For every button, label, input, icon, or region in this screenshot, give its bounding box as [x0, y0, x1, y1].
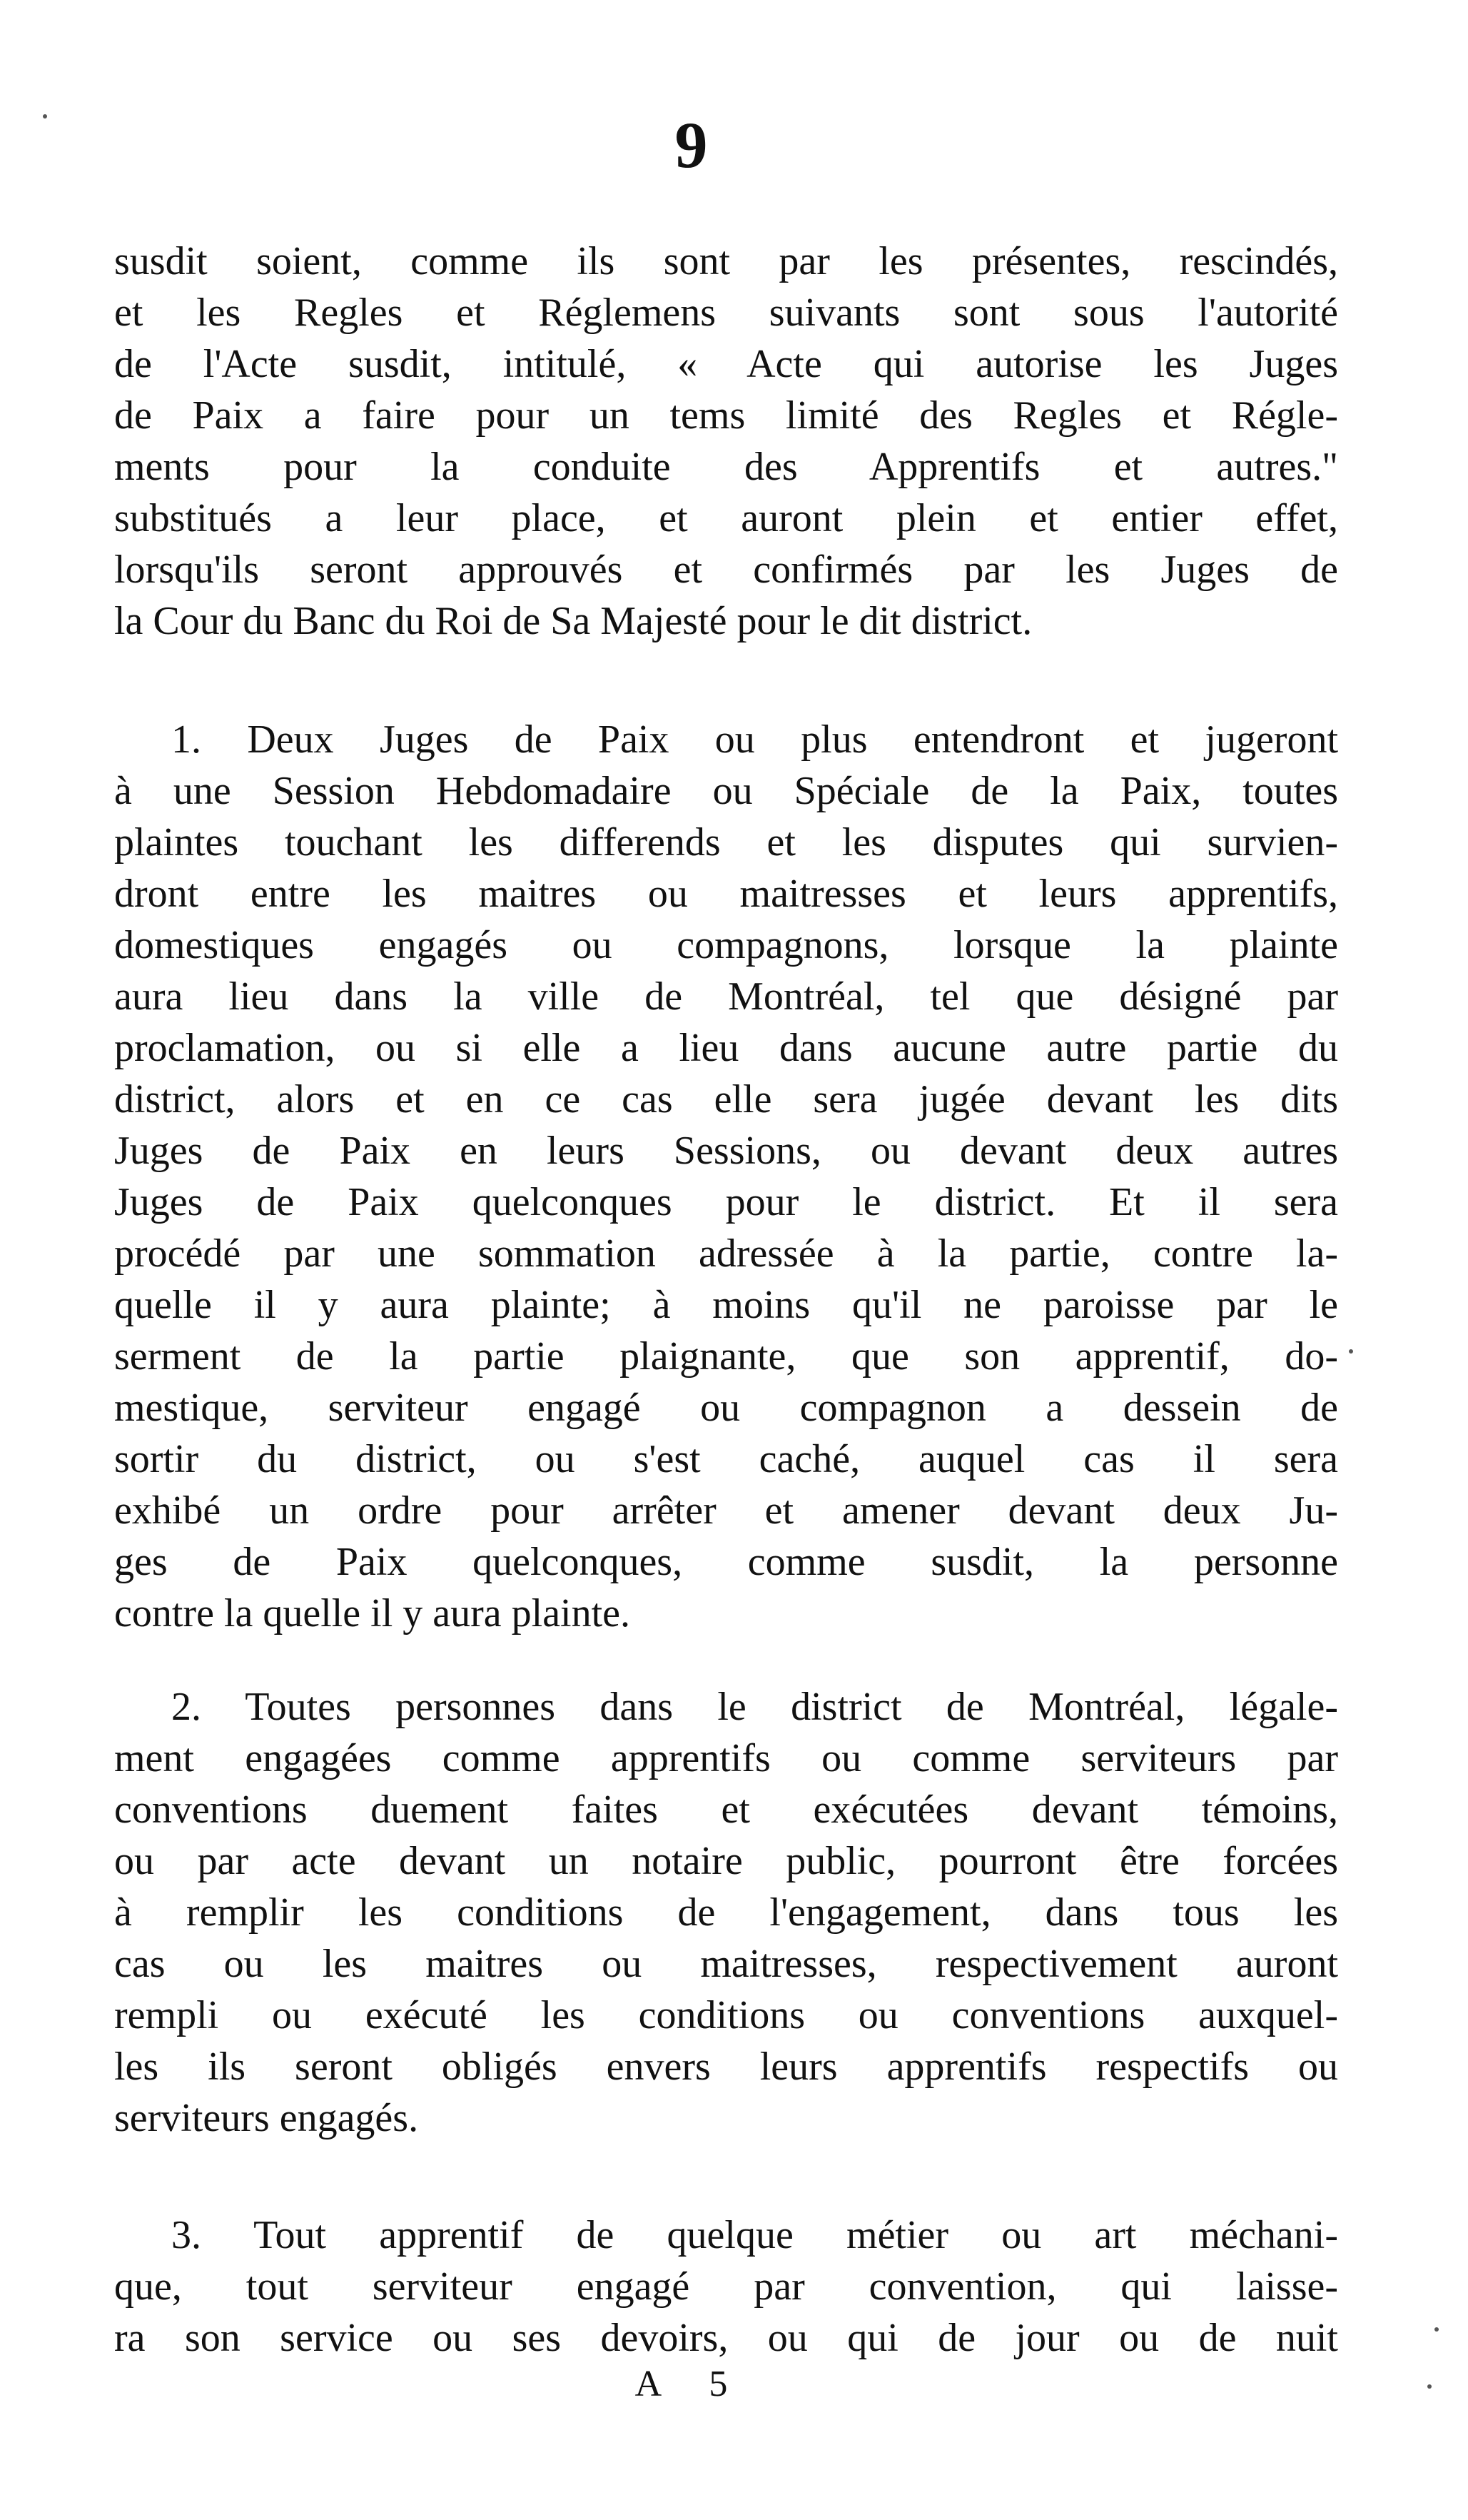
text-line: domestiques engagés ou compagnons, lorsque la plainte: [114, 923, 1338, 967]
text-line: à remplir les conditions de l'engagement, dans tous les: [114, 1890, 1338, 1935]
scan-speck: [1349, 1349, 1353, 1354]
text-line: plaintes touchant les differends et les disputes qui survien-: [114, 820, 1338, 865]
text-line: Juges de Paix en leurs Sessions, ou devant deux autres: [114, 1129, 1338, 1173]
paragraph-intro: [114, 236, 1338, 647]
text-line: ra son service ou ses devoirs, ou qui de jour ou de nuit: [114, 2316, 1338, 2360]
text-line: 2. Toutes personnes dans le district de Montréal, légale-: [171, 1685, 1338, 1729]
text-line: dront entre les maitres ou maitresses et leurs apprentifs,: [114, 872, 1338, 916]
text-line: que, tout serviteur engagé par convention, qui laisse-: [114, 2264, 1338, 2309]
text-line: conventions duement faites et exécutées devant témoins,: [114, 1788, 1338, 1832]
signature-mark: A 5: [634, 2364, 748, 2404]
text-line: ges de Paix quelconques, comme susdit, la personne: [114, 1540, 1338, 1584]
article-1: [114, 714, 1338, 1639]
text-line: ou par acte devant un notaire public, pourront être forcées: [114, 1839, 1338, 1883]
text-line: substitués a leur place, et auront plein et entier effet,: [114, 496, 1338, 540]
text-line: 1. Deux Juges de Paix ou plus entendront et jugeront: [171, 717, 1338, 762]
text-line: à une Session Hebdomadaire ou Spéciale de la Paix, toutes: [114, 769, 1338, 813]
text-line: cas ou les maitres ou maitresses, respectivement auront: [114, 1942, 1338, 1986]
text-line: ments pour la conduite des Apprentifs et autres.": [114, 445, 1338, 489]
scan-speck: [1434, 2327, 1439, 2332]
text-line: de Paix a faire pour un tems limité des Regles et Régle-: [114, 393, 1338, 438]
text-line: de l'Acte susdit, intitulé, « Acte qui autorise les Juges: [114, 342, 1338, 386]
article-3: [114, 2209, 1338, 2364]
text-line: et les Regles et Réglemens suivants sont sous l'autorité: [114, 291, 1338, 335]
text-line: procédé par une sommation adressée à la partie, contre la-: [114, 1231, 1338, 1276]
text-line: susdit soient, comme ils sont par les présentes, rescindés,: [114, 239, 1338, 283]
text-line: district, alors et en ce cas elle sera jugée devant les dits: [114, 1077, 1338, 1122]
text-line: exhibé un ordre pour arrêter et amener devant deux Ju-: [114, 1488, 1338, 1533]
text-line: quelle il y aura plainte; à moins qu'il ne paroisse par le: [114, 1283, 1338, 1327]
text-line: mestique, serviteur engagé ou compagnon a dessein de: [114, 1386, 1338, 1430]
scan-speck: [1427, 2384, 1432, 2389]
text-line: les ils seront obligés envers leurs apprentifs respectifs ou: [114, 2045, 1338, 2089]
text-line: la Cour du Banc du Roi de Sa Majesté pour le dit district.: [114, 599, 1033, 643]
scan-speck: [43, 114, 47, 119]
text-line: proclamation, ou si elle a lieu dans aucune autre partie du: [114, 1026, 1338, 1070]
text-line: 3. Tout apprentif de quelque métier ou art méchani-: [171, 2213, 1338, 2257]
text-line: lorsqu'ils seront approuvés et confirmés par les Juges de: [114, 548, 1338, 592]
article-2: [114, 1681, 1338, 2144]
text-line: Juges de Paix quelconques pour le district. Et il sera: [114, 1180, 1338, 1224]
text-line: aura lieu dans la ville de Montréal, tel que désigné par: [114, 974, 1338, 1019]
text-line: serment de la partie plaignante, que son apprentif, do-: [114, 1334, 1338, 1379]
text-line: ment engagées comme apprentifs ou comme serviteurs par: [114, 1736, 1338, 1780]
text-line: rempli ou exécuté les conditions ou conventions auxquel-: [114, 1993, 1338, 2037]
text-line: contre la quelle il y aura plainte.: [114, 1591, 631, 1636]
text-line: serviteurs engagés.: [114, 2096, 419, 2140]
page-number: 9: [674, 109, 708, 181]
text-line: sortir du district, ou s'est caché, auquel cas il sera: [114, 1437, 1338, 1481]
